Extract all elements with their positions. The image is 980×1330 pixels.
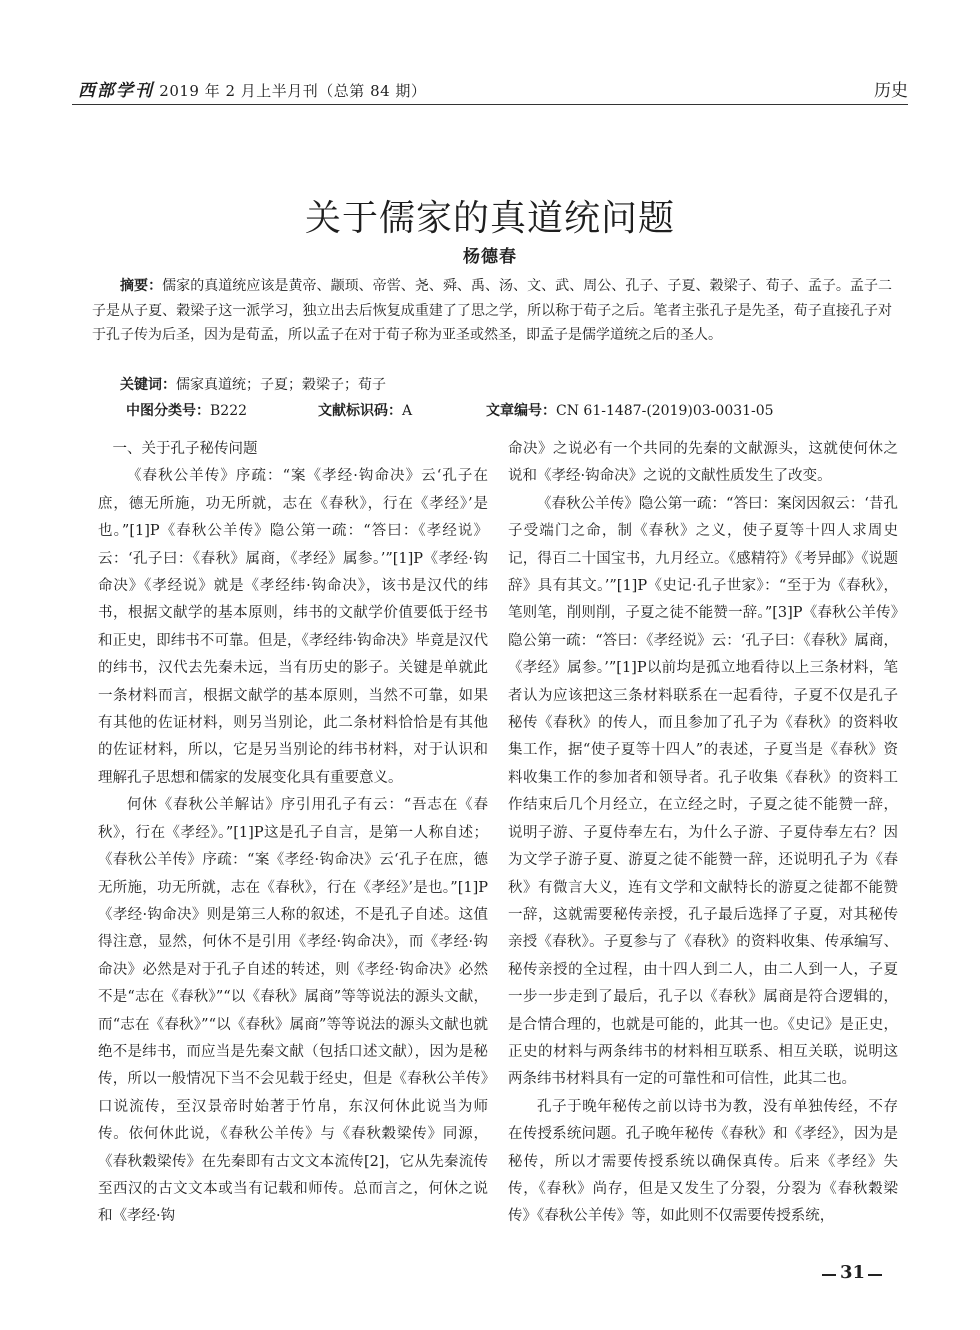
keywords-text: 儒家真道统；子夏；穀梁子；荀子: [176, 377, 386, 393]
body-paragraph: 《春秋公羊传》隐公第一疏：“答曰：案闵因叙云：‘昔孔子受端门之命，制《春秋》之义，使子夏等十四人求周史记，得百二十国宝书，九月经立。《感精符》《考异邮》《说题辞》具有其文。’”[1]P《史记·孔子世家》：“至于为《春秋》，笔则笔，削则削，子夏之徒不能赞一辞。”[3]P《春秋公羊传》隐公第一疏：“答曰：《孝经说》云：‘孔子曰：《春秋》属商，《孝经》属参。’”[1]P以前均是孤立地看待以上三条材料，笔者认为应该把这三条材料联系在一起看待，子夏不仅是孔子秘传《春秋》的传人，而且参加了孔子为《春秋》的资料收集工作，据“使子夏等十四人”的表述，子夏当是《春秋》资料收集工作的参加者和领导者。孔子收集《春秋》的资料工作结束后几个月经立，在立经之时，子夏之徒不能赞一辞，说明子游、子夏侍奉左右，为什么子游、子夏侍奉左右？因为文学子游子夏、游夏之徒不能赞一辞，还说明孔子为《春秋》有微言大义，连有文学和文献特长的游夏之徒都不能赞一辞，这就需要秘传亲授，孔子最后选择了子夏，对其秘传亲授《春秋》。子夏参与了《春秋》的资料收集、传承编写、秘传亲授的全过程，由十四人到二人，由二人到一人，子夏一步一步走到了最后，孔子以《春秋》属商是符合逻辑的，是合情合理的，也就是可能的，此其一也。《史记》是正史，正史的材料与两条纬书的材料相互联系、相互关联，说明这两条纬书材料具有一定的可靠性和可信性，此其二也。: [508, 495, 898, 1088]
journal-issue: 2019 年 2 月上半月刊（总第 84 期）: [159, 82, 427, 100]
body-paragraph: 何休《春秋公羊解诂》序引用孔子有云：“吾志在《春秋》，行在《孝经》。”[1]P这是孔子自言，是第一人称自述；《春秋公羊传》序疏：“案《孝经·钩命决》云‘孔子在庶，德无所施，功无所就，志在《春秋》，行在《孝经》’是也。”[1]P《孝经·钩命决》则是第三人称的叙述，不是孔子自述。这值得注意，显然，何休不是引用《孝经·钩命决》，而《孝经·钩命决》必然是对于孔子自述的转述，则《孝经·钩命决》必然不是“志在《春秋》”“以《春秋》属商”等等说法的源头文献，而“志在《春秋》”“以《春秋》属商”等等说法的源头文献也就绝不是纬书，而应当是先秦文献（包括口述文献），因为是秘传，所以一般情况下当不会见载于经史，但是《春秋公羊传》口说流传，至汉景帝时始著于竹帛，东汉何休此说当为师传。依何休此说，《春秋公羊传》与《春秋穀梁传》同源，《春秋穀梁传》在先秦即有古文文本流传[2]，它从先秦流传至西汉的古文文本或当有记载和师传。总而言之，何休之说和《孝经·钩: [98, 797, 488, 1225]
article-no-label: 文章编号：: [486, 403, 556, 419]
keywords: [120, 374, 386, 394]
body-column-right: [508, 436, 898, 1231]
doc-code-label: 文献标识码：: [318, 403, 402, 419]
page-number-dash-right: [868, 1274, 882, 1276]
doc-code-item: [318, 400, 412, 420]
section-label: 历史: [874, 81, 908, 101]
running-header: [72, 74, 908, 102]
abstract-text: 儒家的真道统应该是黄帝、颛顼、帝喾、尧、舜、禹、汤、文、武、周公、孔子、子夏、穀梁子、荀子、孟子。孟子二子是从子夏、穀梁子这一派学习，独立出去后恢复成重建了了思之学，所以称于荀子之后。笔者主张孔子是先圣，荀子直接孔子对于孔子传为后圣，因为是荀孟，所以孟子在对于荀子称为亚圣或然圣，即孟子是儒学道统之后的圣人。: [92, 278, 893, 343]
header-rule: [72, 104, 908, 105]
page-number-dash-left: [822, 1274, 836, 1276]
abstract-label: 摘要：: [120, 278, 163, 294]
clc-item: [126, 400, 247, 420]
clc-label: 中图分类号：: [126, 403, 210, 419]
journal-info: [78, 76, 426, 101]
body-column-left: [98, 436, 488, 1231]
article-no-item: [486, 400, 774, 420]
body-paragraph: 《春秋公羊传》序疏：“案《孝经·钩命决》云‘孔子在庶，德无所施，功无所就，志在《春秋》，行在《孝经》’是也。”[1]P《春秋公羊传》隐公第一疏：“答曰：《孝经说》云：‘孔子曰：《春秋》属商，《孝经》属参。’”[1]P《孝经·钩命决》《孝经说》就是《孝经纬·钩命决》，该书是汉代的纬书，根据文献学的基本原则，纬书的文献学价值要低于经书和正史，即纬书不可靠。但是，《孝经纬·钩命决》毕竟是汉代的纬书，汉代去先秦未远，当有历史的影子。关键是单就此一条材料而言，根据文献学的基本原则，当然不可靠，如果有其他的佐证材料，则另当别论，此二条材料恰恰是有其他的佐证材料，所以，它是另当别论的纬书材料，对于认识和理解孔子思想和儒家的发展变化具有重要意义。: [98, 468, 488, 786]
doc-code-value: A: [402, 403, 413, 419]
clc-value: B222: [210, 403, 248, 419]
article-author: 杨德春: [463, 247, 517, 267]
classification-row: [126, 400, 896, 422]
abstract: [92, 274, 892, 348]
page-number: 31: [840, 1262, 866, 1283]
body-paragraph: 命决》之说必有一个共同的先秦的文献源头，这就使何休之说和《孝经·钩命决》之说的文献性质发生了改变。: [508, 441, 898, 485]
section-heading: 一、关于孔子秘传问题: [112, 441, 258, 457]
journal-name: 西部学刊: [78, 81, 154, 101]
article-title: 关于儒家的真道统问题: [304, 198, 675, 240]
body-paragraph: 孔子于晚年秘传之前以诗书为教，没有单独传经，不存在传授系统问题。孔子晚年秘传《春秋》和《孝经》，因为是秘传，所以才需要传授系统以确保真传。后来《孝经》失传，《春秋》尚存，但是又发生了分裂，分裂为《春秋穀梁传》《春秋公羊传》等，如此则不仅需要传授系统，: [508, 1098, 898, 1225]
keywords-label: 关键词：: [120, 377, 176, 393]
article-no-value: CN 61-1487-(2019)03-0031-05: [556, 403, 774, 419]
